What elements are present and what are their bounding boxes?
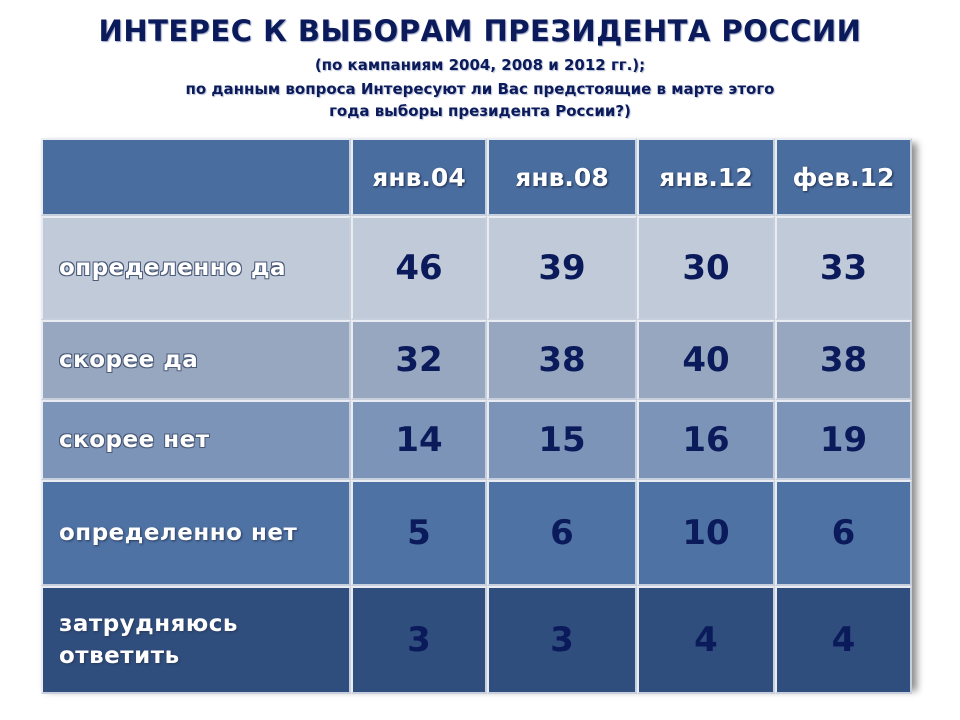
survey-table	[41, 138, 912, 694]
table-cell-value: 30	[637, 216, 775, 320]
row-label-rather-yes: скорее да	[41, 320, 351, 400]
row-label-hard-to-answer	[41, 586, 351, 694]
table-cell-value: 14	[351, 400, 487, 480]
row-label-line: ответить	[59, 643, 180, 669]
row-label-definitely-yes: определенно да	[41, 216, 351, 320]
table-header-row	[41, 138, 912, 216]
table-cell-value: 10	[637, 480, 775, 586]
subtitle-line-2	[60, 78, 900, 122]
subtitle-line-2a: по данным вопроса Интересуют ли Вас предстоящие в марте этого	[185, 80, 775, 98]
table-cell-value: 4	[775, 586, 912, 694]
table-cell-value: 3	[351, 586, 487, 694]
column-header-jan12: янв.12	[637, 138, 775, 216]
subtitle-line-2b: года выборы президента России?)	[329, 102, 631, 120]
column-header-feb12: фев.12	[775, 138, 912, 216]
table-cell-value: 38	[487, 320, 637, 400]
table-cell-value: 46	[351, 216, 487, 320]
row-label-definitely-no: определенно нет	[41, 480, 351, 586]
table-cell-value: 6	[775, 480, 912, 586]
table-cell-value: 4	[637, 586, 775, 694]
table-cell-value: 33	[775, 216, 912, 320]
table-cell-value: 38	[775, 320, 912, 400]
table-row	[41, 586, 912, 694]
table-row	[41, 400, 912, 480]
table-cell-value: 19	[775, 400, 912, 480]
table-row	[41, 480, 912, 586]
table-cell-value: 32	[351, 320, 487, 400]
table-cell-value: 5	[351, 480, 487, 586]
subtitle-line-1: (по кампаниям 2004, 2008 и 2012 гг.);	[314, 56, 646, 74]
table-cell-value: 40	[637, 320, 775, 400]
column-header-jan04: янв.04	[351, 138, 487, 216]
row-label-rather-no: скорее нет	[41, 400, 351, 480]
header-empty-cell	[41, 138, 351, 216]
table-row	[41, 216, 912, 320]
page-title: ИНТЕРЕС К ВЫБОРАМ ПРЕЗИДЕНТА РОССИИ	[98, 14, 862, 48]
table-cell-value: 3	[487, 586, 637, 694]
survey-table-container	[41, 138, 912, 686]
table-cell-value: 15	[487, 400, 637, 480]
table-cell-value: 16	[637, 400, 775, 480]
table-row	[41, 320, 912, 400]
table-cell-value: 39	[487, 216, 637, 320]
table-cell-value: 6	[487, 480, 637, 586]
row-label-line: затрудняюсь	[59, 611, 238, 637]
column-header-jan08: янв.08	[487, 138, 637, 216]
